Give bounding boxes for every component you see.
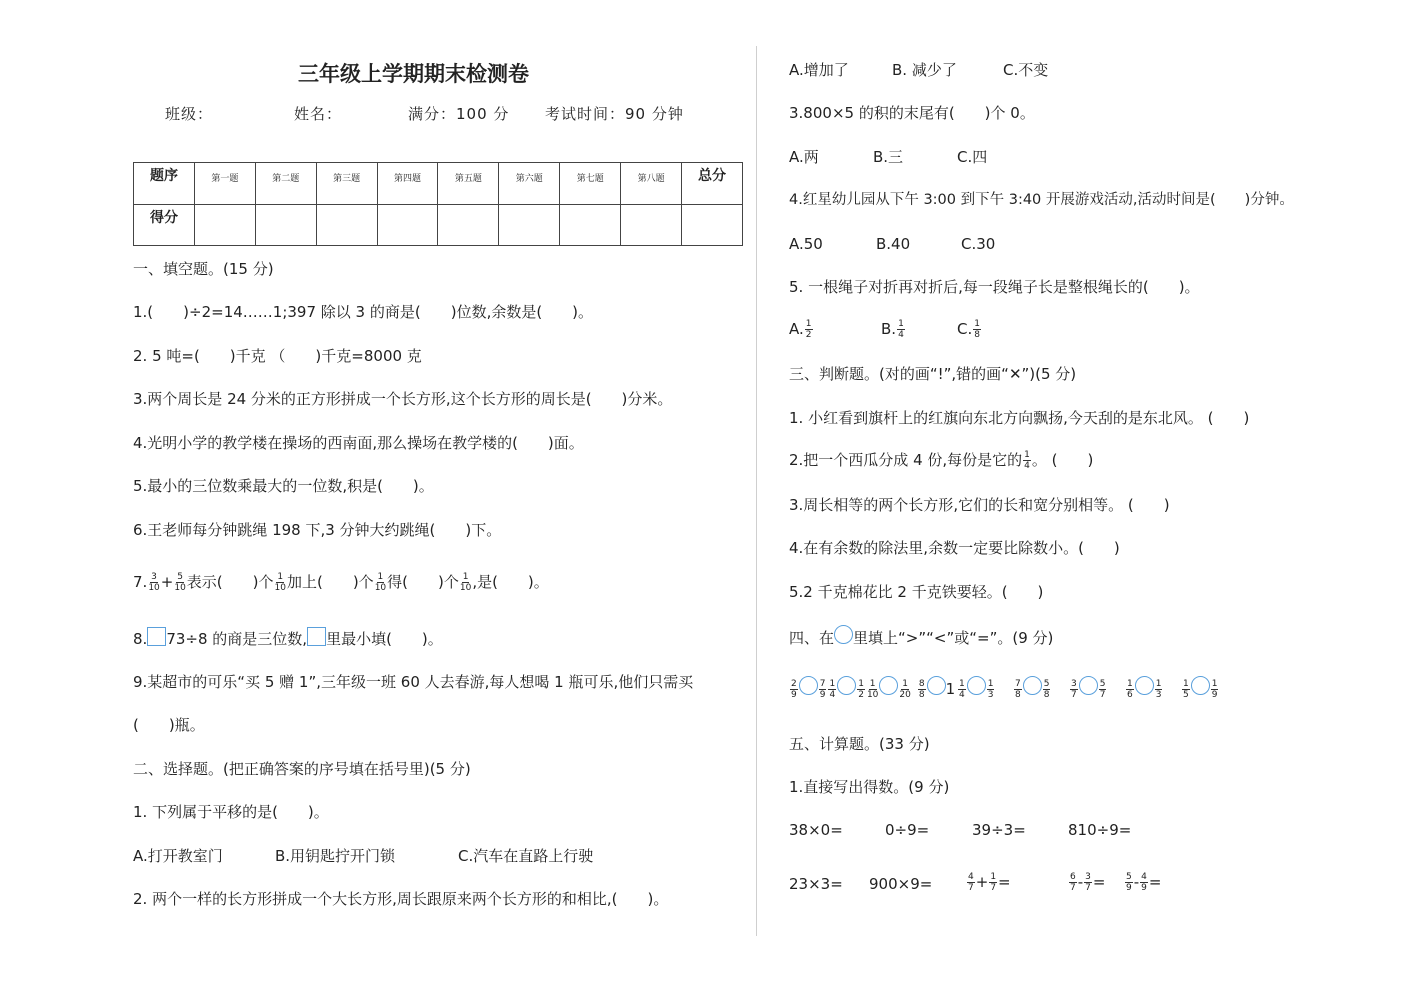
s2-q5-option-b: B. $\frac{1}{4}$ [881,319,904,340]
blank-circle-icon [967,676,986,695]
section1-heading: 一、填空题。(15 分) [133,260,274,278]
compare-pair: $\frac{1}{6}$ $\frac{1}{3}$ [1125,676,1163,700]
fraction: $\frac{1}{10}$ [374,572,387,593]
blank-square-icon [147,627,166,646]
col-q7: 第七题 [560,163,621,205]
score-cell [316,204,377,246]
score-cell [560,204,621,246]
fraction: $\frac{1}{4}$ [1024,450,1030,471]
page-title: 三年级上学期期末检测卷 [298,61,529,86]
col-q1: 第一题 [194,163,255,205]
fraction: $\frac{1}{4}$ [898,319,904,340]
fraction: $\frac{1}{8}$ [974,319,980,340]
compare-pair: $\frac{3}{7}$ $\frac{5}{7}$ [1069,676,1107,700]
col-q8: 第八题 [621,163,682,205]
column-divider [756,46,757,936]
row-label-score: 得分 [134,204,195,246]
s1-q6: 6.王老师每分钟跳绳 198 下,3 分钟大约跳绳( )下。 [133,521,502,539]
blank-circle-icon [1135,676,1154,695]
score-table [133,162,743,246]
blank-circle-icon [1079,676,1098,695]
s1-q4: 4.光明小学的教学楼在操场的西南面,那么操场在教学楼的( )面。 [133,434,584,452]
col-q3: 第三题 [316,163,377,205]
s2-q1: 1. 下列属于平移的是( )。 [133,803,329,821]
compare-pair: $\frac{1}{4}$ $\frac{1}{3}$ [957,676,995,700]
compare-pair: $\frac{1}{5}$ $\frac{1}{9}$ [1181,676,1219,700]
calc-item: 900×9= [869,875,933,893]
full-score: 满分：100 分 [408,105,510,123]
s2-q4-option-a: A.50 [789,235,823,253]
s2-q1-option-b: B.用钥匙拧开门锁 [275,847,396,865]
score-cell [377,204,438,246]
blank-circle-icon [927,676,946,695]
col-total: 总分 [682,163,743,205]
col-q5: 第五题 [438,163,499,205]
blank-circle-icon [837,676,856,695]
s3-q5: 5.2 千克棉花比 2 千克铁要轻。( ) [789,583,1044,601]
s2-q3-option-b: B.三 [873,148,904,166]
calc-fraction-item: $\frac{6}{7}$ - $\frac{3}{7}$ = [1070,872,1106,893]
s2-q4: 4.红星幼儿园从下午 3:00 到下午 3:40 开展游戏活动,活动时间是( )分钟。 [789,192,1294,208]
s2-q4-option-b: B.40 [876,235,911,253]
score-cell [621,204,682,246]
section2-heading: 二、选择题。(把正确答案的序号填在括号里)(5 分) [133,760,471,778]
s1-q1: 1.( )÷2=14……1;397 除以 3 的商是( )位数,余数是( )。 [133,303,594,321]
s1-q9-line1: 9.某超市的可乐“买 5 赠 1”,三年级一班 60 人去春游,每人想喝 1 瓶可乐,他们只需买 [133,673,694,691]
s1-q8: 8. 73÷8 的商是三位数, 里最小填( )。 [133,627,443,649]
blank-circle-icon [1023,676,1042,695]
s2-q4-option-c: C.30 [961,235,996,253]
calc-fraction-item: $\frac{5}{9}$ - $\frac{4}{9}$ = [1126,872,1162,893]
row-label-order: 题序 [134,163,195,205]
calc-item: 39÷3= [972,821,1026,839]
blank-square-icon [307,627,326,646]
s2-q2-option-a: A.增加了 [789,61,849,79]
name-label: 姓名： [294,105,343,123]
s3-q2: 2.把一个西瓜分成 4 份,每份是它的 $\frac{1}{4}$ 。 ( ) [789,450,1094,471]
s2-q5: 5. 一根绳子对折再对折后,每一段绳子长是整根绳长的( )。 [789,278,1200,296]
s2-q5-option-a: A. $\frac{1}{2}$ [789,319,812,340]
s1-q5: 5.最小的三位数乘最大的一位数,积是( )。 [133,477,434,495]
exam-time: 考试时间：90 分钟 [545,105,684,123]
s1-q7: 7. $\frac{3}{10}$ + $\frac{5}{10}$ 表示( )个 $\frac{1}{10}$ 加上( )个 $\frac{1}{10}$ 得( )个 $\frac{1}{10}$ ,是( )。 [133,572,549,593]
col-q2: 第二题 [255,163,316,205]
s2-q2: 2. 两个一样的长方形拼成一个大长方形,周长跟原来两个长方形的和相比,( )。 [133,890,669,908]
section4-heading: 四、在 里填上“>”“<”或“=”。(9 分) [789,625,1053,648]
blank-circle-icon [1191,676,1210,695]
fraction: $\frac{1}{10}$ [274,572,286,593]
s2-q3: 3.800×5 的积的末尾有( )个 0。 [789,104,1035,122]
col-q6: 第六题 [499,163,560,205]
s2-q2-option-b: B. 减少了 [892,61,957,79]
fraction: $\frac{3}{10}$ [148,572,160,593]
calc-item: 810÷9= [1068,821,1132,839]
score-cell [682,204,743,246]
score-cell [194,204,255,246]
col-q4: 第四题 [377,163,438,205]
section3-heading: 三、判断题。(对的画“!”,错的画“✕”)(5 分) [789,365,1077,383]
s2-q2-option-c: C.不变 [1003,61,1049,79]
s1-q9-line2: ( )瓶。 [133,716,205,734]
blank-circle-icon [834,625,853,644]
s5-q1: 1.直接写出得数。(9 分) [789,778,950,796]
score-cell [255,204,316,246]
calc-item: 23×3= [789,875,843,893]
s3-q3: 3.周长相等的两个长方形,它们的长和宽分别相等。 ( ) [789,496,1170,514]
s2-q3-option-a: A.两 [789,148,819,166]
section5-heading: 五、计算题。(33 分) [789,735,930,753]
compare-pair: $\frac{7}{8}$ $\frac{5}{8}$ [1013,676,1051,700]
blank-circle-icon [879,676,898,695]
s3-q1: 1. 小红看到旗杆上的红旗向东北方向飘扬,今天刮的是东北风。 ( ) [789,409,1250,427]
fraction: $\frac{1}{2}$ [805,319,812,340]
compare-group-1: $\frac{2}{9}$ $\frac{7}{9}$ $\frac{1}{4}$ $\frac{1}{2}$ $\frac{1}{10}$ $\frac{1}{20}$ $\frac{8}{8}$ 1 [789,676,955,700]
blank-circle-icon [799,676,818,695]
fraction: $\frac{1}{10}$ [459,572,472,593]
s2-q3-option-c: C.四 [957,148,988,166]
s2-q5-option-c: C. $\frac{1}{8}$ [957,319,980,340]
fraction: $\frac{5}{10}$ [174,572,186,593]
calc-fraction-item: $\frac{4}{7}$ + $\frac{1}{7}$ = [968,872,1011,893]
score-cell [438,204,499,246]
class-label: 班级： [165,105,214,123]
s1-q2: 2. 5 吨=( )千克 （ )千克=8000 克 [133,347,422,365]
s1-q3: 3.两个周长是 24 分米的正方形拼成一个长方形,这个长方形的周长是( )分米。 [133,390,673,408]
calc-item: 38×0= [789,821,843,839]
calc-item: 0÷9= [885,821,930,839]
s2-q1-option-c: C.汽车在直路上行驶 [458,847,594,865]
score-cell [499,204,560,246]
s3-q4: 4.在有余数的除法里,余数一定要比除数小。( ) [789,539,1120,557]
s2-q1-option-a: A.打开教室门 [133,847,223,865]
